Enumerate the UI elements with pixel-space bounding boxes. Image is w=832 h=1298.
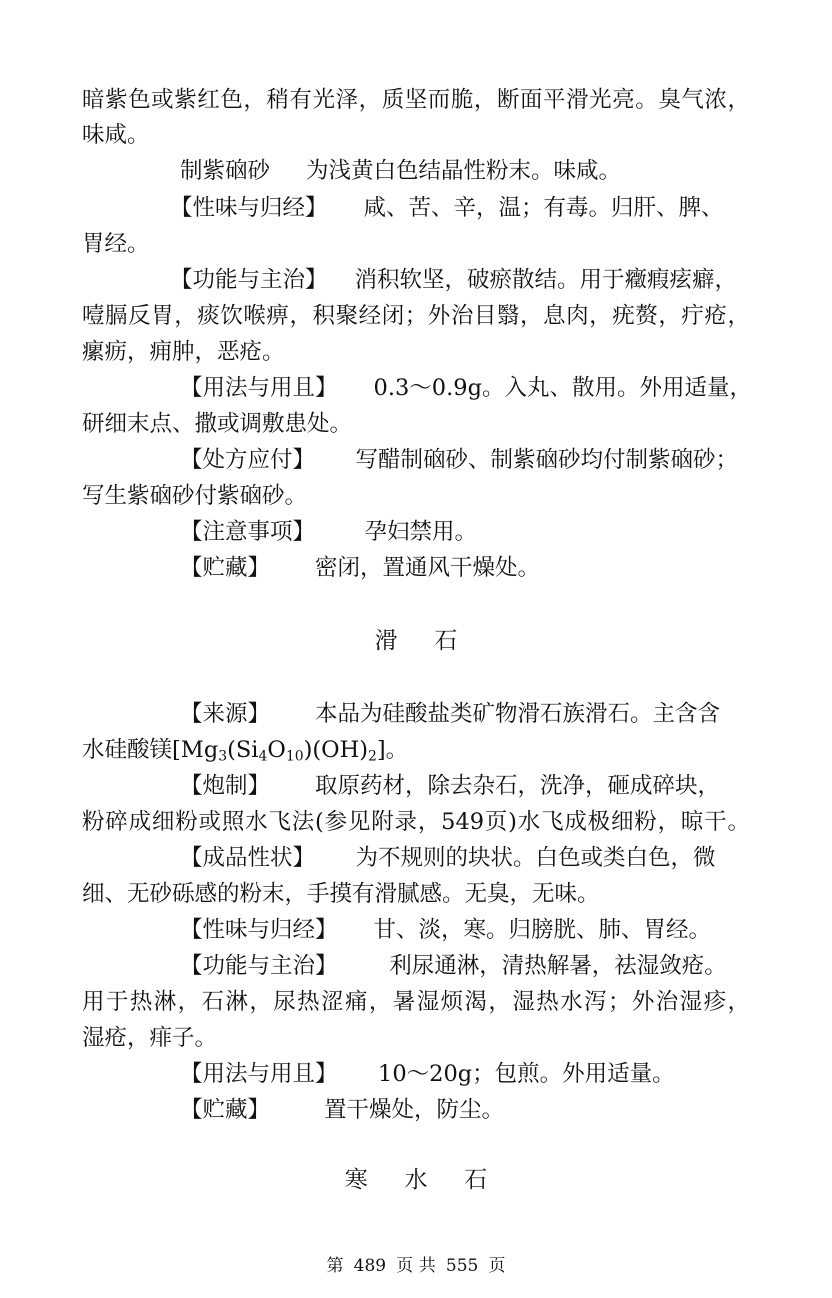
page-total: 555: [445, 1256, 479, 1276]
page-number: 489: [353, 1256, 387, 1276]
formula-subscript: 2: [367, 748, 377, 765]
formula-text: O: [267, 737, 286, 763]
text-line: 写生紫硇砂付紫硇砂。: [82, 483, 308, 509]
section-head: 【贮藏】: [180, 1097, 271, 1123]
section-body: 10～20g；包煎。外用适量。: [378, 1061, 675, 1087]
product-line: [180, 843, 716, 873]
section-head: 【处方应付】: [180, 447, 316, 473]
storage-line: [180, 553, 540, 583]
processed-description: [180, 156, 621, 186]
section-body: 为浅黄白色结晶性粉末。味咸。: [306, 158, 622, 184]
formula-text: ]。: [376, 737, 409, 763]
formula-text: 水硅酸镁[Mg: [82, 737, 219, 763]
text-line: 噎膈反胃，痰饮喉痹，积聚经闭；外治目翳，息肉，疣赘，疔疮，: [82, 303, 750, 329]
source-line: [180, 699, 720, 729]
section-head: 【注意事项】: [180, 519, 316, 545]
text-line: 粉碎成细粉或照水飞法(参见附录，549页)水飞成极细粉，晾干。: [82, 809, 750, 835]
section-head: 【炮制】: [180, 773, 271, 799]
nature-flavor-line: [170, 193, 724, 223]
text-line: 研细末点、撒或调敷患处。: [82, 411, 353, 437]
nature-flavor-line: [180, 915, 711, 945]
footer-mid: 页 共: [396, 1256, 436, 1276]
section-head: 【功能与主治】: [170, 267, 328, 293]
text-line: 胃经。: [82, 231, 150, 257]
section-body: 消积软坚，破瘀散结。用于癥瘕痃癖，: [354, 267, 738, 293]
section-body: 孕妇禁用。: [364, 519, 478, 545]
footer-suffix: 页: [488, 1256, 506, 1276]
section-head: 制紫硇砂: [180, 158, 271, 184]
section-head: 【用法与用且】: [180, 1061, 338, 1087]
usage-line: [180, 373, 752, 403]
entry-title-hanshuishi: 寒水石: [344, 1167, 525, 1193]
formula-subscript: 3: [218, 748, 228, 765]
section-head: 【贮藏】: [180, 555, 271, 581]
section-body: 置干燥处，防尘。: [324, 1097, 505, 1123]
section-body: 甘、淡，寒。归膀胱、肺、胃经。: [373, 917, 712, 943]
text-line: 细、无砂砾感的粉末，手摸有滑腻感。无臭，无味。: [82, 881, 600, 907]
formula-subscript: 10: [285, 748, 304, 765]
prescription-line: [180, 445, 738, 475]
section-head: 【成品性状】: [180, 845, 316, 871]
section-body: 写醋制硇砂、制紫硇砂均付制紫硇砂；: [355, 447, 739, 473]
section-head: 【性味与归经】: [180, 917, 338, 943]
section-body: 利尿通淋，清热解暑，祛湿敛疮。: [389, 953, 727, 979]
section-head: 【来源】: [180, 701, 271, 727]
formula-subscript: 4: [258, 748, 268, 765]
section-body: 为不规则的块状。白色或类白色，微: [355, 845, 716, 871]
entry-title-huashi: 滑石: [374, 628, 495, 654]
formula-text: (Si: [227, 737, 259, 763]
text-line: 味咸。: [82, 122, 150, 148]
page-footer: [0, 1255, 832, 1277]
text-line: 暗紫色或紫红色，稍有光泽，质坚而脆，断面平滑光亮。臭气浓，: [82, 87, 750, 113]
formula-text: )(OH): [303, 737, 368, 763]
usage-line: [180, 1059, 675, 1089]
footer-prefix: 第: [326, 1256, 344, 1276]
section-head: 【用法与用且】: [180, 375, 338, 401]
section-head: 【性味与归经】: [170, 195, 328, 221]
caution-line: [180, 517, 477, 547]
section-body: 0.3～0.9g。入丸、散用。外用适量，: [373, 375, 752, 401]
text-line: 用于热淋，石淋，尿热涩痛，暑湿烦渴，湿热水泻；外治湿疹，: [82, 989, 750, 1015]
function-line: [170, 265, 737, 295]
formula-line: [82, 735, 408, 765]
storage-line: [180, 1095, 504, 1125]
section-head: 【功能与主治】: [180, 953, 338, 979]
processing-line: [180, 771, 720, 801]
function-line: [180, 951, 727, 981]
section-body: 本品为硅酸盐类矿物滑石族滑石。主含含: [315, 701, 721, 727]
section-body: 密闭，置通风干燥处。: [315, 555, 541, 581]
text-line: 瘰疬，痈肿，恶疮。: [82, 339, 285, 365]
section-body: 咸、苦、辛，温；有毒。归肝、脾、: [363, 195, 724, 221]
section-body: 取原药材，除去杂石，洗净，砸成碎块，: [315, 773, 721, 799]
text-line: 湿疮，痱子。: [82, 1025, 218, 1051]
